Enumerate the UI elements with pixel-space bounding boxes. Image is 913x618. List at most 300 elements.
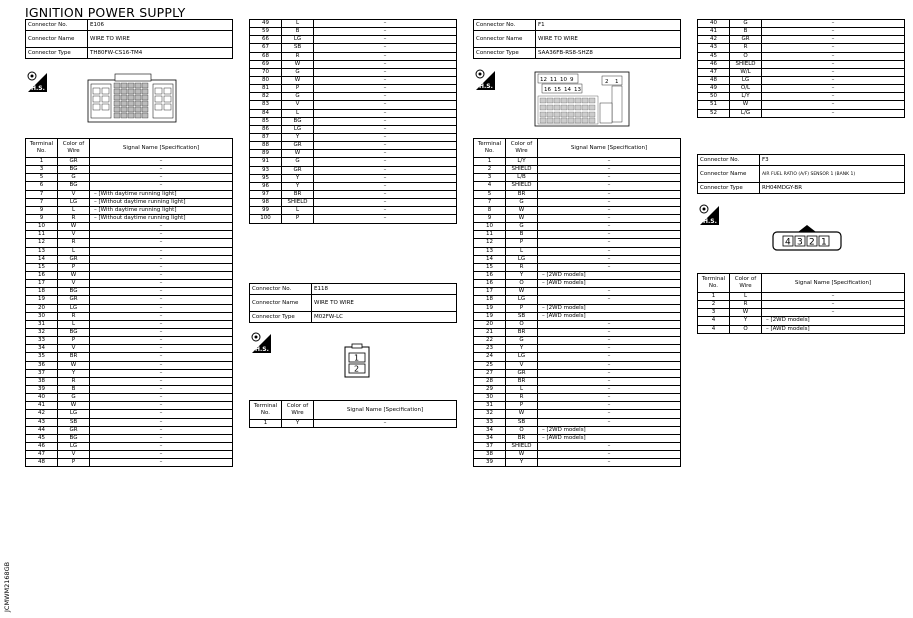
signal-name-cell: – [762, 68, 905, 76]
wire-color-cell: W [58, 361, 90, 369]
wire-color-cell: L [58, 206, 90, 214]
signal-name-cell: – [538, 328, 681, 336]
wire-color-cell: R [58, 377, 90, 385]
terminal-no-cell: 10 [26, 223, 58, 231]
wire-color-cell: V [58, 451, 90, 459]
signal-header: Signal Name [Specification] [90, 139, 233, 158]
table-row [474, 377, 681, 385]
signal-name-cell: – [762, 293, 905, 301]
terminal-no-cell: 100 [250, 215, 282, 223]
table-row [698, 85, 905, 93]
signal-name-cell: – [538, 247, 681, 255]
svg-text:12: 12 [540, 77, 547, 83]
f3-connector-type: RH04MDGY-BR [760, 183, 905, 194]
table-row [474, 158, 681, 166]
hs-icon [697, 203, 719, 225]
wire-color-cell: P [58, 459, 90, 467]
wire-color-cell: LG [58, 442, 90, 450]
table-row [250, 20, 457, 28]
terminal-no-cell: 99 [250, 207, 282, 215]
e118-pin-label: 2 [354, 364, 360, 374]
table-row [698, 68, 905, 76]
table-row [26, 377, 233, 385]
signal-name-cell: – [314, 93, 457, 101]
wire-color-cell: G [282, 158, 314, 166]
svg-text:4: 4 [785, 237, 791, 248]
terminal-no-cell: 96 [250, 182, 282, 190]
signal-name-cell: – [538, 182, 681, 190]
wire-color-cell: G [506, 223, 538, 231]
wire-color-cell: GR [58, 296, 90, 304]
signal-name-cell: – [314, 44, 457, 52]
signal-name-cell: – [538, 451, 681, 459]
terminal-no-cell: 23 [474, 345, 506, 353]
table-row [250, 36, 457, 44]
wire-color-cell: W [282, 76, 314, 84]
terminal-no-cell: 3 [474, 174, 506, 182]
signal-name-cell: – [762, 36, 905, 44]
color-header: Color of Wire [506, 139, 538, 158]
wire-color-cell: SHIELD [506, 182, 538, 190]
signal-name-cell: – [538, 410, 681, 418]
terminal-no-cell: 32 [474, 410, 506, 418]
signal-name-cell: – [538, 190, 681, 198]
wire-color-cell: GR [282, 166, 314, 174]
signal-name-cell: – [314, 36, 457, 44]
terminal-no-cell: 43 [698, 44, 730, 52]
terminal-no-cell: 32 [26, 328, 58, 336]
table-row [474, 247, 681, 255]
wire-color-cell: Y [730, 317, 762, 325]
wire-color-cell: LG [506, 353, 538, 361]
table-row [26, 158, 233, 166]
wire-color-cell: L [58, 247, 90, 255]
wire-color-cell: R [58, 239, 90, 247]
terminal-no-cell: 93 [250, 166, 282, 174]
terminal-no-cell: 47 [698, 68, 730, 76]
e118-terminal-table [249, 400, 457, 428]
signal-name-cell: – [314, 28, 457, 36]
signal-name-cell: – [314, 109, 457, 117]
svg-text:10: 10 [560, 77, 567, 83]
terminal-no-cell: 16 [474, 271, 506, 279]
table-row [474, 312, 681, 320]
table-row [26, 271, 233, 279]
signal-name-cell: – [AWD models] [538, 312, 681, 320]
signal-name-cell: – [538, 442, 681, 450]
signal-name-cell: – [762, 309, 905, 317]
signal-name-cell: – [314, 101, 457, 109]
table-row [250, 142, 457, 150]
f1-connector-name: WIRE TO WIRE [536, 31, 681, 48]
signal-name-cell: – [90, 271, 233, 279]
wire-color-cell: O/L [730, 85, 762, 93]
wire-color-cell: Y [506, 271, 538, 279]
table-row [474, 198, 681, 206]
table-row [250, 28, 457, 36]
table-row [698, 44, 905, 52]
signal-name-cell: – [314, 142, 457, 150]
terminal-no-header: Terminal No. [250, 401, 282, 420]
wire-color-cell: L [282, 20, 314, 28]
signal-name-cell: – [538, 385, 681, 393]
signal-name-cell: – [314, 60, 457, 68]
wire-color-cell: SB [506, 418, 538, 426]
wire-color-cell: P [282, 85, 314, 93]
terminal-no-cell: 88 [250, 142, 282, 150]
wire-color-cell: O [506, 426, 538, 434]
signal-header: Signal Name [Specification] [762, 274, 905, 293]
terminal-no-cell: 48 [698, 76, 730, 84]
wire-color-cell: P [506, 402, 538, 410]
terminal-no-cell: 18 [26, 288, 58, 296]
signal-name-cell: – [538, 239, 681, 247]
terminal-no-cell: 39 [26, 385, 58, 393]
terminal-no-cell: 13 [26, 247, 58, 255]
wire-color-cell: L [58, 320, 90, 328]
wire-color-cell: L/G [730, 109, 762, 117]
terminal-no-cell: 83 [250, 101, 282, 109]
terminal-no-cell: 38 [26, 377, 58, 385]
signal-name-cell: – [314, 199, 457, 207]
table-row [250, 166, 457, 174]
wire-color-cell: W [730, 101, 762, 109]
wire-color-cell: W [506, 206, 538, 214]
table-row [474, 206, 681, 214]
table-row [250, 182, 457, 190]
wire-color-cell: G [730, 20, 762, 28]
signal-name-cell: – [314, 76, 457, 84]
signal-name-cell: – [90, 239, 233, 247]
terminal-no-cell: 13 [474, 247, 506, 255]
terminal-no-cell: 49 [698, 85, 730, 93]
e118-pin-label: 1 [354, 353, 360, 363]
table-row [474, 182, 681, 190]
table-row [26, 385, 233, 393]
wire-color-cell: O [730, 325, 762, 333]
signal-name-cell: – [AWD models] [538, 434, 681, 442]
signal-name-cell: – [90, 353, 233, 361]
wire-color-cell: L/Y [506, 158, 538, 166]
table-row [26, 459, 233, 467]
e118-connector-type: M02FW-LC [312, 312, 457, 323]
terminal-no-cell: 11 [26, 231, 58, 239]
table-row [250, 133, 457, 141]
wire-color-cell: V [58, 190, 90, 198]
table-row [250, 150, 457, 158]
terminal-no-cell: 51 [698, 101, 730, 109]
table-row [698, 60, 905, 68]
table-row [250, 207, 457, 215]
wire-color-cell: L/B [506, 174, 538, 182]
terminal-no-cell: 8 [474, 206, 506, 214]
signal-name-cell: – [90, 402, 233, 410]
terminal-no-cell: 31 [26, 320, 58, 328]
table-row [474, 320, 681, 328]
signal-name-cell: – [538, 320, 681, 328]
terminal-no-cell: 89 [250, 150, 282, 158]
signal-name-cell: – [538, 337, 681, 345]
signal-name-cell: – [762, 60, 905, 68]
table-row [26, 198, 233, 206]
signal-name-cell: – [Without daytime running light] [90, 214, 233, 222]
table-row [474, 459, 681, 467]
f1-info-table: Connector No. F1 Connector Name WIRE TO WIRE Connector Type SAA36FB-RS8-SHZ8 [473, 19, 681, 59]
terminal-no-cell: 28 [474, 377, 506, 385]
table-row [26, 247, 233, 255]
terminal-no-cell: 40 [26, 394, 58, 402]
terminal-no-cell: 7 [26, 198, 58, 206]
table-row [474, 385, 681, 393]
table-row [250, 52, 457, 60]
terminal-no-cell: 81 [250, 85, 282, 93]
table-row [474, 345, 681, 353]
f1-connector-face [534, 70, 630, 128]
table-row [474, 353, 681, 361]
terminal-no-cell: 39 [474, 459, 506, 467]
wire-color-cell: SB [58, 418, 90, 426]
table-row [26, 402, 233, 410]
svg-text:11: 11 [550, 77, 557, 83]
terminal-no-cell: 11 [474, 231, 506, 239]
signal-name-cell: – [762, 93, 905, 101]
table-row [26, 434, 233, 442]
svg-text:H.S.: H.S. [703, 218, 717, 225]
signal-name-cell: – [762, 20, 905, 28]
terminal-no-cell: 85 [250, 117, 282, 125]
wire-color-cell: BR [58, 353, 90, 361]
table-row [26, 239, 233, 247]
terminal-no-cell: 27 [474, 369, 506, 377]
wire-color-cell: W [58, 271, 90, 279]
f3-terminal-table [697, 273, 905, 334]
signal-name-cell: – [314, 150, 457, 158]
wire-color-cell: W/L [730, 68, 762, 76]
terminal-no-cell: 21 [474, 328, 506, 336]
terminal-no-cell: 82 [250, 93, 282, 101]
table-row [474, 190, 681, 198]
wire-color-cell: G [58, 174, 90, 182]
wire-color-cell: W [506, 410, 538, 418]
svg-text:2: 2 [809, 237, 815, 248]
table-row [26, 328, 233, 336]
page-title: IGNITION POWER SUPPLY [25, 5, 186, 20]
table-row [474, 394, 681, 402]
signal-name-cell: – [90, 312, 233, 320]
terminal-no-cell: 19 [474, 312, 506, 320]
wire-color-cell: LG [282, 36, 314, 44]
signal-name-cell: – [538, 174, 681, 182]
e118-info-table: Connector No. E118 Connector Name WIRE TO WIRE Connector Type M02FW-LC [249, 283, 457, 323]
wire-color-cell: SHIELD [506, 442, 538, 450]
signal-name-cell: – [314, 174, 457, 182]
terminal-no-cell: 4 [698, 325, 730, 333]
signal-name-cell: – [314, 207, 457, 215]
wire-color-cell: BG [58, 434, 90, 442]
signal-name-cell: – [90, 174, 233, 182]
table-row [474, 442, 681, 450]
svg-text:2: 2 [605, 79, 609, 85]
wire-color-cell: L [506, 247, 538, 255]
svg-text:15: 15 [554, 87, 561, 93]
signal-name-cell: – [90, 231, 233, 239]
table-row [26, 345, 233, 353]
terminal-no-cell: 16 [26, 271, 58, 279]
wire-color-cell: Y [282, 133, 314, 141]
terminal-no-cell: 95 [250, 174, 282, 182]
signal-name-cell: – [538, 223, 681, 231]
table-row [698, 76, 905, 84]
f3-info-table: Connector No. F3 Connector Name AIR FUEL RATIO (A/F) SENSOR 1 (BANK 1) Connector Type RH04MDGY-BR [697, 154, 905, 194]
table-row [250, 93, 457, 101]
f1-connector-type: SAA36FB-RS8-SHZ8 [536, 48, 681, 59]
terminal-no-cell: 9 [26, 214, 58, 222]
terminal-no-cell: 14 [474, 255, 506, 263]
signal-name-cell: – [538, 231, 681, 239]
signal-name-cell: – [762, 28, 905, 36]
wire-color-cell: Y [282, 182, 314, 190]
f3-connector-face [772, 222, 842, 252]
signal-name-cell: – [90, 394, 233, 402]
table-row [474, 280, 681, 288]
table-row [26, 255, 233, 263]
terminal-no-cell: 34 [26, 345, 58, 353]
wire-color-cell: GR [58, 426, 90, 434]
table-row [26, 394, 233, 402]
terminal-no-cell: 91 [250, 158, 282, 166]
wire-color-cell: R [282, 52, 314, 60]
terminal-no-cell: 84 [250, 109, 282, 117]
table-row [474, 361, 681, 369]
table-row [250, 420, 457, 428]
terminal-no-cell: 98 [250, 199, 282, 207]
table-row [26, 280, 233, 288]
signal-name-cell: – [2WD models] [762, 317, 905, 325]
terminal-no-cell: 59 [250, 28, 282, 36]
terminal-no-cell: 45 [698, 52, 730, 60]
table-row [474, 426, 681, 434]
signal-name-cell: – [90, 166, 233, 174]
signal-name-cell: – [314, 20, 457, 28]
wire-color-cell: V [506, 361, 538, 369]
svg-text:13: 13 [574, 87, 581, 93]
signal-name-cell: – [2WD models] [538, 271, 681, 279]
wire-color-cell: V [58, 280, 90, 288]
signal-name-cell: – [762, 101, 905, 109]
wire-color-cell: V [58, 231, 90, 239]
signal-name-cell: – [314, 166, 457, 174]
table-row [250, 117, 457, 125]
terminal-no-cell: 1 [474, 158, 506, 166]
table-row [474, 263, 681, 271]
color-header: Color of Wire [730, 274, 762, 293]
table-row [26, 190, 233, 198]
terminal-no-cell: 42 [26, 410, 58, 418]
signal-header: Signal Name [Specification] [314, 401, 457, 420]
terminal-no-cell: 37 [26, 369, 58, 377]
table-row [250, 199, 457, 207]
signal-name-cell: – [762, 44, 905, 52]
wire-color-cell: LG [730, 76, 762, 84]
table-row [26, 312, 233, 320]
wire-color-cell: W [58, 223, 90, 231]
table-row [250, 174, 457, 182]
table-row [250, 76, 457, 84]
table-row [250, 109, 457, 117]
terminal-no-cell: 7 [474, 198, 506, 206]
terminal-no-cell: 49 [250, 20, 282, 28]
terminal-no-cell: 41 [26, 402, 58, 410]
terminal-no-cell: 80 [250, 76, 282, 84]
wire-color-cell: GR [282, 142, 314, 150]
signal-name-cell: – [90, 263, 233, 271]
terminal-no-cell: 40 [698, 20, 730, 28]
table-row [698, 101, 905, 109]
terminal-no-cell: 42 [698, 36, 730, 44]
terminal-no-cell: 9 [474, 214, 506, 222]
table-row [474, 337, 681, 345]
wire-color-cell: BG [58, 166, 90, 174]
terminal-no-cell: 7 [26, 190, 58, 198]
terminal-no-cell: 24 [474, 353, 506, 361]
signal-name-cell: – [90, 296, 233, 304]
table-row [698, 20, 905, 28]
wire-color-cell: BR [506, 377, 538, 385]
terminal-no-cell: 4 [698, 317, 730, 325]
terminal-no-cell: 41 [698, 28, 730, 36]
wire-color-cell: B [730, 28, 762, 36]
table-row [698, 301, 905, 309]
table-row [26, 288, 233, 296]
signal-name-cell: – [762, 52, 905, 60]
table-row [26, 320, 233, 328]
wire-color-cell: W [506, 214, 538, 222]
table-row [474, 296, 681, 304]
wire-color-cell: SHIELD [506, 166, 538, 174]
wire-color-cell: LG [58, 410, 90, 418]
e106-terminal-table [25, 138, 233, 467]
wire-color-cell: Y [58, 369, 90, 377]
signal-name-cell: – [314, 125, 457, 133]
f1-terminal-table [473, 138, 681, 467]
signal-name-cell: – [538, 263, 681, 271]
terminal-no-header: Terminal No. [474, 139, 506, 158]
terminal-no-cell: 25 [474, 361, 506, 369]
terminal-no-cell: 34 [474, 426, 506, 434]
table-row [26, 174, 233, 182]
wire-color-cell: BG [58, 182, 90, 190]
table-row [250, 158, 457, 166]
svg-text:H.S.: H.S. [31, 85, 45, 92]
terminal-no-cell: 19 [26, 296, 58, 304]
terminal-no-cell: 45 [26, 434, 58, 442]
wire-color-cell: P [506, 304, 538, 312]
wire-color-cell: O [506, 320, 538, 328]
terminal-no-cell: 50 [698, 93, 730, 101]
signal-name-cell: – [538, 361, 681, 369]
terminal-no-cell: 70 [250, 68, 282, 76]
signal-name-cell: – [90, 426, 233, 434]
terminal-no-header: Terminal No. [698, 274, 730, 293]
wire-color-cell: SHIELD [282, 199, 314, 207]
signal-name-cell: – [314, 215, 457, 223]
f3-connector-name: AIR FUEL RATIO (A/F) SENSOR 1 (BANK 1) [760, 166, 905, 183]
wire-color-cell: G [58, 394, 90, 402]
signal-name-cell: – [538, 394, 681, 402]
table-row [698, 36, 905, 44]
terminal-no-cell: 15 [26, 263, 58, 271]
terminal-no-cell: 30 [474, 394, 506, 402]
